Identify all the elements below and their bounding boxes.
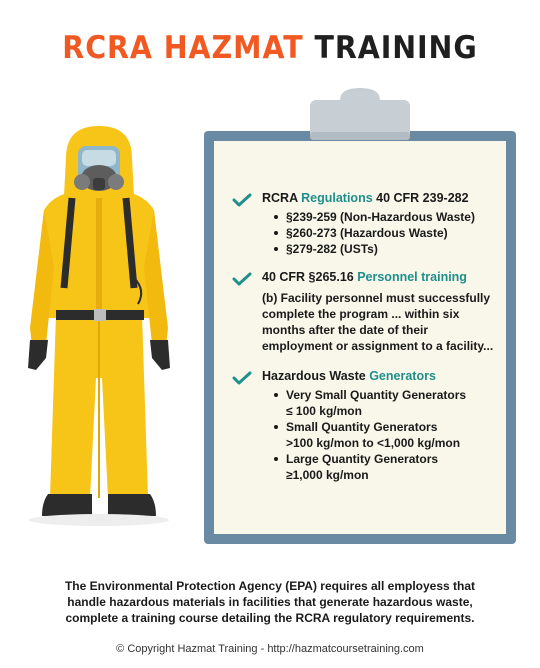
personnel-training-text: (b) Facility personnel must successfully complete the program ... within six months after the date of their employment or assignment to a facility... [262,291,494,353]
generators-heading [262,369,436,383]
generators-heading-pre: Hazardous Waste [262,369,370,383]
check-icon [232,193,252,207]
epa-requirement-text: The Environmental Protection Agency (EPA) requires all employess that handle hazardous materials in facilities that generate hazardous waste, complete a training course detailing the RCRA regulatory requirements. [64,579,476,625]
list-item: Very Small Quantity Generators [274,387,466,403]
clipboard-clip-icon [304,86,416,146]
list-item-detail: ≤ 100 kg/mon [286,404,362,418]
list-item: §279-282 (USTs) [274,241,475,257]
regulations-heading-pre: RCRA [262,191,302,205]
hazmat-worker-illustration [14,118,184,538]
personnel-training-section [232,270,502,360]
regulations-list [274,209,475,257]
title-main: TRAINING [314,30,478,66]
regulations-heading [262,191,469,205]
check-icon [232,371,252,385]
list-item-detail: ≥1,000 kg/mon [286,468,369,482]
generators-section [232,369,502,489]
regulations-section [232,191,502,261]
copyright-notice: © Copyright Hazmat Training - http://hazmatcoursetraining.com [116,643,424,655]
list-item-detail: >100 kg/mon to <1,000 kg/mon [286,436,461,450]
title-accent: RCRA HAZMAT [62,30,304,66]
regulations-heading-highlight: Regulations [301,191,373,205]
regulations-heading-post: 40 CFR 239-282 [372,191,469,205]
list-item: Large Quantity Generators [274,451,466,467]
page-title [22,30,519,66]
list-item: Small Quantity Generators [274,419,466,435]
list-item: §239-259 (Non-Hazardous Waste) [274,209,475,225]
personnel-heading-highlight: Personnel training [357,270,467,284]
list-item: §260-273 (Hazardous Waste) [274,225,475,241]
generators-list [274,387,466,483]
personnel-training-heading [262,270,467,284]
generators-heading-highlight: Generators [369,369,436,383]
check-icon [232,272,252,286]
personnel-heading-pre: 40 CFR §265.16 [262,270,358,284]
